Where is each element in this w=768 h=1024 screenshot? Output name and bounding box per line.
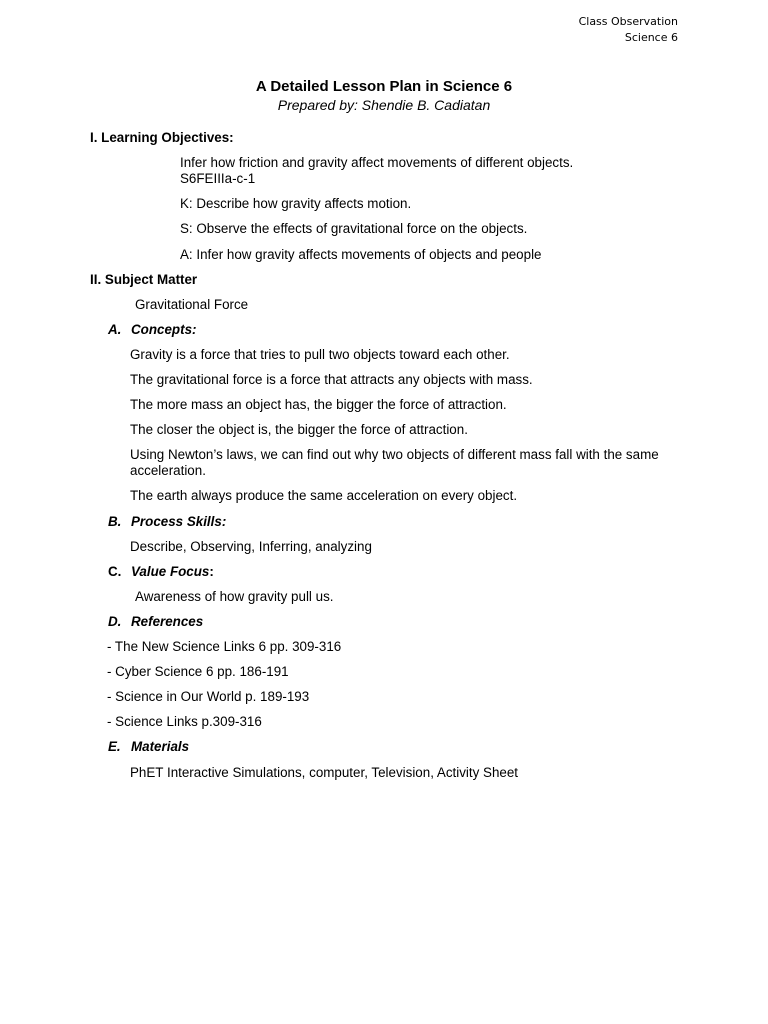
concepts-letter: A. (108, 322, 122, 337)
value-focus-letter: C. (108, 564, 122, 579)
process-skills-heading: Process Skills: (131, 514, 227, 529)
document-subtitle: Prepared by: Shendie B. Cadiatan (277, 97, 491, 113)
document-title: A Detailed Lesson Plan in Science 6 (255, 78, 513, 95)
reference-item: - Science in Our World p. 189-193 (107, 689, 310, 704)
value-focus-colon: : (209, 564, 214, 579)
reference-item: - Cyber Science 6 pp. 186-191 (107, 664, 289, 679)
value-focus-text: Awareness of how gravity pull us. (135, 589, 334, 604)
page-header (579, 14, 678, 46)
objective-skill: S: Observe the effects of gravitational force on the objects. (180, 221, 528, 236)
concept-item: Using Newton’s laws, we can find out why two objects of different mass fall with the same acceleration. (130, 447, 659, 478)
concept-item: The earth always produce the same acceleration on every object. (130, 488, 518, 503)
concept-item: The closer the object is, the bigger the force of attraction. (130, 422, 468, 437)
reference-item: - Science Links p.309-316 (107, 714, 262, 729)
objective-item: Infer how friction and gravity affect movements of different objects. (180, 155, 574, 170)
concept-item: The gravitational force is a force that attracts any objects with mass. (130, 372, 533, 387)
header-line-2: Science 6 (624, 31, 678, 44)
concepts-heading: Concepts: (131, 322, 197, 337)
materials-heading: Materials (131, 739, 190, 754)
concept-item: Gravity is a force that tries to pull two objects toward each other. (130, 347, 510, 362)
subject-matter-heading: II. Subject Matter (90, 272, 198, 287)
references-heading: References (131, 614, 204, 629)
value-focus-heading-row (131, 564, 214, 580)
objective-code: S6FEIIIa-c-1 (180, 171, 256, 186)
materials-letter: E. (108, 739, 121, 754)
objective-knowledge: K: Describe how gravity affects motion. (180, 196, 412, 211)
subject-topic: Gravitational Force (135, 297, 249, 312)
materials-text: PhET Interactive Simulations, computer, Television, Activity Sheet (130, 765, 519, 780)
objective-attitude: A: Infer how gravity affects movements of objects and people (180, 247, 542, 262)
reference-item: - The New Science Links 6 pp. 309-316 (107, 639, 342, 654)
concept-item: The more mass an object has, the bigger the force of attraction. (130, 397, 507, 412)
process-skills-text: Describe, Observing, Inferring, analyzing (130, 539, 372, 554)
header-line-1: Class Observation (578, 15, 678, 28)
process-skills-letter: B. (108, 514, 122, 529)
value-focus-heading: Value Focus (131, 564, 210, 579)
references-letter: D. (108, 614, 122, 629)
objectives-heading: I. Learning Objectives: (90, 130, 234, 145)
